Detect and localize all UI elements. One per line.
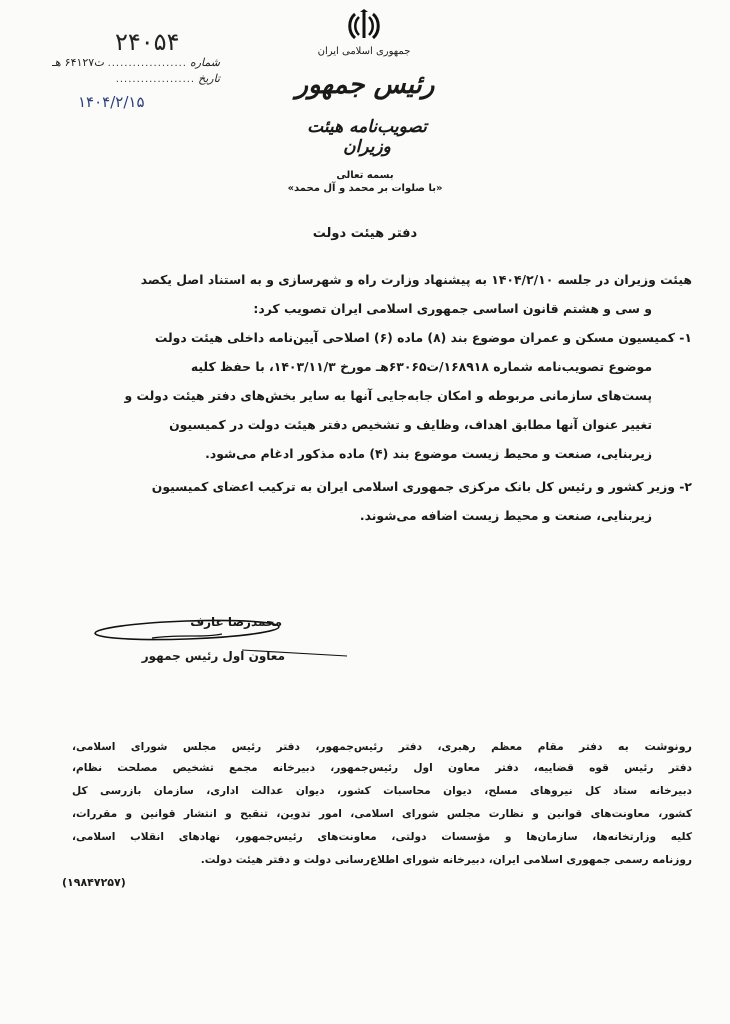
number-value: ت۶۴۱۲۷ هـ [52,56,105,69]
decree-title: تصویب‌نامه هیئت وزیران [307,117,427,157]
signatory-title: معاون اول رئیس جمهور [141,649,285,663]
clause-2-line: زیربنایی، صنعت و محیط زیست اضافه می‌شوند. [359,508,652,523]
preamble-line: و سی و هشتم قانون اساسی جمهوری اسلامی ایران تصویب کرد: [253,301,652,316]
cc-label: رونوشت به [617,740,692,753]
number-dots: ................... [107,58,187,69]
clause-1-line: پست‌های سازمانی مربوطه و امکان جابه‌جایی آنها به سایر بخش‌های دفتر هیئت دولت و [124,388,652,403]
office-title: رئیس جمهور [295,70,435,100]
clause-1-line: ۱- کمیسیون مسکن و عمران موضوع بند (۸) ماده (۶) اصلاحی آیین‌نامه داخلی هیئت دولت [154,330,692,345]
signatory-name: محمدرضا عارف [190,615,282,629]
letter-number-handwritten: ۲۴۰۵۴ [115,28,180,56]
date-label: تاریخ [198,72,220,85]
date-handwritten: ۱۴۰۴/۲/۱۵ [78,93,145,111]
office-heading: دفتر هیئت دولت [312,226,418,241]
cc-text: دفتر مقام معظم رهبری، دفتر رئیس‌جمهور، دفتر رئیس مجلس شورای اسلامی، [72,741,603,753]
cc-line: دفتر رئیس قوه قضاییه، دفتر معاون اول رئیس‌جمهور، دبیرخانه مجمع تشخیص مصلحت نظام، [72,762,692,774]
cc-line: دبیرخانه ستاد کل نیروهای مسلح، دیوان محاسبات کشور، دیوان عدالت اداری، سازمان بازرسی کل [72,785,692,797]
clause-1-line: موضوع تصویب‌نامه شماره ۱۶۸۹۱۸/ت۶۳۰۶۵هـ مورخ ۱۴۰۳/۱۱/۳، با حفظ کلیه [190,359,652,374]
date-row [98,72,220,85]
clause-1-line: زیربنایی، صنعت و محیط زیست موضوع بند (۴) ماده مذکور ادغام می‌شود. [205,446,652,461]
basmala: بسمه تعالی [336,170,394,181]
reference-number: (۱۹۸۴۷۲۵۷) [62,876,126,889]
date-dots: ................... [115,74,196,85]
clause-1-line: تغییر عنوان آنها مطابق اهداف، وظایف و تشخیص دفتر هیئت دولت در کمیسیون [169,417,652,432]
cc-line [72,740,692,753]
number-label: شماره [189,56,220,69]
country-name: جمهوری اسلامی ایران [317,46,411,57]
cc-line: کشور، معاونت‌های قوانین و نظارت مجلس شورای اسلامی، امور تدوین، تنقیح و انتشار قوانین و مقررات، [72,808,692,820]
salawat: «با صلوات بر محمد و آل محمد» [287,183,443,194]
preamble-line: هیئت وزیران در جلسه ۱۴۰۴/۲/۱۰ به پیشنهاد وزارت راه و شهرسازی و به استناد اصل یکصد [140,272,692,287]
iran-emblem-icon [346,8,382,44]
number-row [30,56,220,69]
cc-line: کلیه وزارتخانه‌ها، سازمان‌ها و مؤسسات دولتی، معاونت‌های رئیس‌جمهور، نهادهای انقلاب اسلامی، [72,831,692,843]
cc-line: روزنامه رسمی جمهوری اسلامی ایران، دبیرخانه شورای اطلاع‌رسانی دولت و دفتر هیئت دولت. [200,854,692,866]
clause-2-line: ۲- وزیر کشور و رئیس کل بانک مرکزی جمهوری اسلامی ایران به ترکیب اعضای کمیسیون [151,479,692,494]
